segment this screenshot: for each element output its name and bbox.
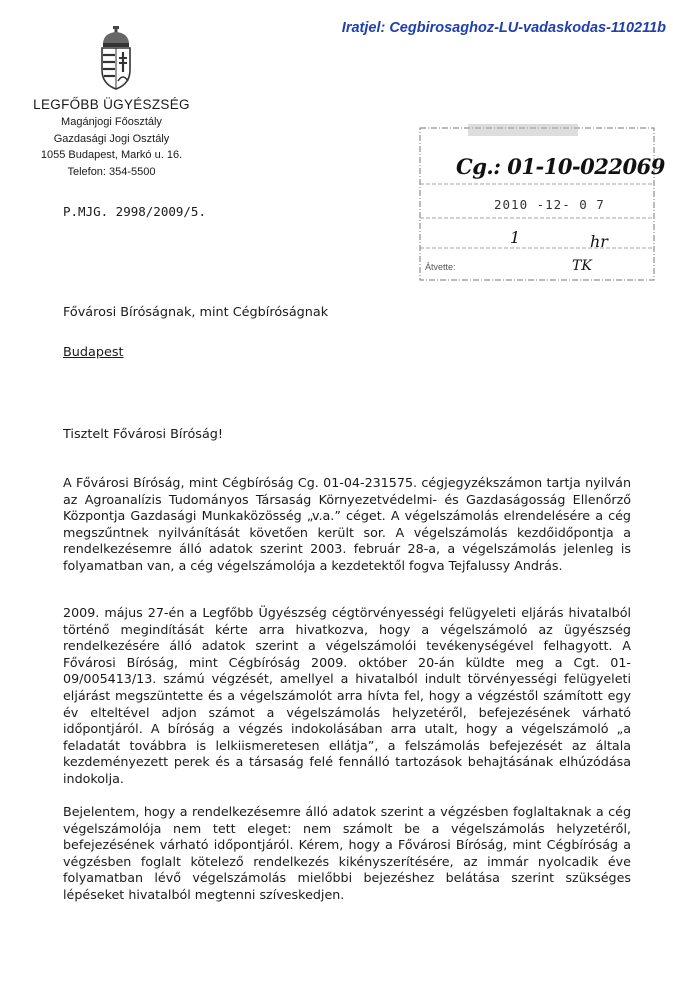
- issuer-department: Magánjogi Főosztály: [61, 116, 162, 128]
- paragraph-3: Bejelentem, hogy a rendelkezésemre álló adatok szerint a végzésben foglaltaknak a cég végelszámolója nem tett eleget: nem számolt be a végelszámolás helyzetéről, befejezésének várható időpontjáról. Kérem, hogy a Fővárosi Bíróság, mint Cégbíróság a végzésben foglalt kötelező rendelkezés kikényszerítésére, az immár nyolcadik éve folyamatban lévő végelszámolás mielőbbi bejezéshez belátása szerint szükséges lépéseket hivatalból megtenni szíveskedjen.: [63, 804, 631, 902]
- salutation: Tisztelt Fővárosi Bíróság!: [63, 427, 224, 442]
- issuer-name: LEGFŐBB ÜGYÉSZSÉG: [33, 97, 190, 112]
- stamp-receiver-label: Átvette:: [425, 262, 456, 272]
- reference-number: P.MJG. 2998/2009/5.: [63, 204, 206, 219]
- recipient-city: Budapest: [63, 345, 124, 360]
- issuer-phone: Telefon: 354-5500: [67, 165, 156, 178]
- paragraph-1: A Fővárosi Bíróság, mint Cégbíróság Cg. 01-04-231575. cégjegyzékszámon tartja nyilván az Agroanalízis Tudományos Társaság Környezetvédelmi- és Gazdaságosság Ellenőrző Központja Gazdasági Munkaközösség „v.a.” céget. A végelszámolás elrendelésére a cég megszűntnek nyilvánítását követően került sor. A végelszámolás kezdőidőpontja a rendelkezésemre álló adatok szerint 2003. február 28-a, a végelszámolás jelenleg is folyamatban van, a cég végelszámolója a kezdetektől fogva Tejfalussy András.: [63, 475, 631, 573]
- stamp-date: 2010 -12- 0 7: [494, 197, 605, 212]
- issuer-header: [14, 97, 209, 180]
- stamp-case-number: Cg.: 01-10-022069: [456, 154, 665, 179]
- stamp-count-unit: hr: [590, 232, 608, 251]
- issuer-address: 1055 Budapest, Markó u. 16.: [40, 149, 183, 161]
- hungarian-coat-of-arms-icon: [98, 26, 134, 90]
- recipient-line: Fővárosi Bíróságnak, mint Cégbíróságnak: [63, 305, 329, 320]
- paragraph-2: 2009. május 27-én a Legfőbb Ügyészség cégtörvényességi felügyeleti eljárás hivatalból történő megindítását kérte arra hivatkozva, hogy a végelszámoló az ügyészség rendelkezésére álló adatok szerint a végelszámolói tevékenységével felhagyott. A Fővárosi Bíróság, mint Cégbíróság 2009. október 20-án küldte meg a Cgt. 01-09/005413/13. számú végzését, amellyel a hivatalból indult törvényességi felügyeleti eljárást megszüntette és a végelszámolót arra hívta fel, hogy a végzéstől számított egy év elteltével adjon számot a végelszámolás helyzetéről, befejezésének várható időpontjáról. A bíróság a végzés indokolásában arra utalt, hogy a végelszámoló „a feladatát továbbra is lelkiismeretesen ellátja”, a felszámolás befejezését az általa kezdeményezett perek és a társaság felé fennálló tartozások behajtásának elhúzódása indokolja.: [63, 605, 631, 786]
- document-file-tag: Iratjel: Cegbirosaghoz-LU-vadaskodas-110211b: [341, 20, 666, 36]
- stamp-count-value: 1: [510, 228, 521, 247]
- issuer-section: Gazdasági Jogi Osztály: [53, 132, 170, 145]
- stamp-receiver-initials: TK: [572, 258, 592, 274]
